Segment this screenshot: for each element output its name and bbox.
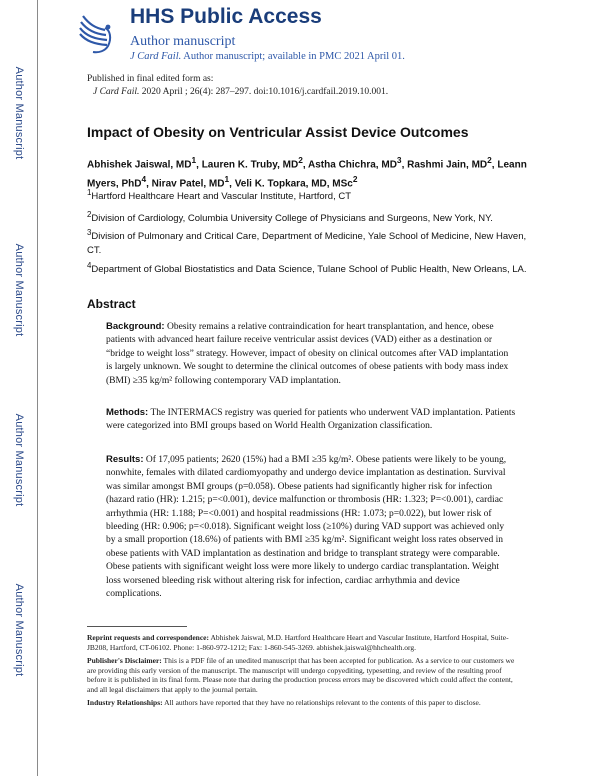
side-label-4: Author Manuscript [13,583,25,677]
citation: 2020 April ; 26(4): 287–297. doi:10.1016/j.cardfail.2019.10.001. [139,87,389,97]
footnote-rule [87,626,187,627]
side-label-1: Author Manuscript [13,66,25,160]
footnote-disclaimer: Publisher's Disclaimer: This is a PDF file of an unedited manuscript that has been accepted for publication. As a service to our customers we are providing this early version of the manuscript. The manuscript will undergo copyediting, typesetting, and review of the resulting proof before it is published in its final form. Please note that during the production process errors may be discovered which could affect the content, and all legal disclaimers that apply to the journal pertain. [87,656,515,694]
affiliation-2: $^2$Division of Cardiology, Columbia University College of Physicians and Surgeons, New York, NY. [87,210,493,225]
article-title: Impact of Obesity on Ventricular Assist Device Outcomes [87,124,469,140]
footnote-reprint: Reprint requests and correspondence: Abhishek Jaiswal, M.D. Hartford Healthcare Heart and Vascular Institute, Hartford Hospital, Suite-JB208, Hartford, CT-06102. Phone: 1-860-972-1212; Fax: 1-860-545-3269. abhishek.jaiswal@hhchealth.org. [87,633,509,652]
margin-rule [37,0,38,776]
author: Lauren K. Truby, MD [201,159,299,171]
published-block [87,73,388,99]
hhs-public-access-title: HHS Public Access [130,5,322,28]
affiliation-4: $^4$Department of Global Biostatistics and Data Science, Tulane School of Public Health, New Orleans, LA. [87,261,527,276]
author: Abhishek Jaiswal, MD [87,159,192,171]
footnote-industry: Industry Relationships: All authors have reported that they have no relationships relevant to the contents of this paper to disclose. [87,698,481,707]
availability-line [130,51,405,62]
author-list: Abhishek Jaiswal, $MD^1$, Lauren K. Truby, $MD^2$, Astha Chichra, $MD^3$, Rashmi Jain, $MD^2$, Leann Myers, PhD$^4$, Nirav Patel, $MD^1$, Veli K. Topkara, MD, MSc$^2$ [87,155,527,190]
author: Leann Myers, PhD [87,159,527,190]
side-label-2: Author Manuscript [13,243,25,337]
abstract-background: Background: Obesity remains a relative contraindication for heart transplantation, and hence, obese patients with advanced heart failure receive ventricular assist devices (VAD) either as a destination or “bridge to weight loss” strategy. However, impact of obesity on clinical outcomes after VAD implantation is largely unknown. We sought to determine the clinical outcomes of obese patients with body mass index (BMI) ≥35 kg/m² following contemporary VAD implantation. [106,321,509,386]
abstract-heading: Abstract [87,297,136,311]
hhs-eagle-logo-icon [75,10,117,56]
author: Veli K. Topkara, MD, MSc [234,178,353,190]
abstract-results: Results: Of 17,095 patients; 2620 (15%) had a BMI ≥35 kg/m². Obese patients were likely to be young, nonwhite, females with dilated cardiomyopathy and undergo device implantation as destination. Survival was similar amongst BMI groups (p=0.058). Obese patients had significantly higher risk for infection (hazard ratio (HR): 1.215; p=<0.001), device malfunction or thrombosis (HR: 1.323; P=<0.001), cardiac arrhythmia (HR: 1.188; P=<0.001) and hospital readmissions (HR: 1.073; p=0.022), but lower risk of bleeding (HR: 0.906; p=<0.018). Significant weight loss (≥10%) during VAD support was achieved only by a small proportion (18.6%) of patients with BMI ≥35 kg/m². Significant weight loss rates observed in obese patients with VAD implantation as destination and bridge to transplant strategy were comparable. Obese patients with significant weight loss were more likely to undergo cardiac transplantation. Weight loss worsened bleeding risk without altering risk for infection, cardiac arrhythmia and device complications. [106,454,507,600]
journal-name: J Card Fail. [130,51,182,62]
author: Rashmi Jain, MD [407,159,488,171]
availability-text: Author manuscript; available in PMC 2021 April 01. [181,51,405,62]
published-journal: J Card Fail. [93,87,140,97]
author: Astha Chichra, MD [308,159,397,171]
author-manuscript-subtitle: Author manuscript [130,34,236,49]
affiliation-3: $^3$Division of Pulmonary and Critical Care, Department of Medicine, Yale School of Medicine, New Haven, CT. [87,228,527,256]
affiliation-1: $^1$Hartford Healthcare Heart and Vascular Institute, Hartford, CT [87,188,352,203]
abstract-methods: Methods: The INTERMACS registry was queried for patients who underwent VAD implantation. Patients were categorized into BMI groups based on World Health Organization classification. [106,407,516,432]
published-label: Published in final edited form as: [87,74,214,84]
author: Nirav Patel, MD [151,178,225,190]
side-label-3: Author Manuscript [13,413,25,507]
